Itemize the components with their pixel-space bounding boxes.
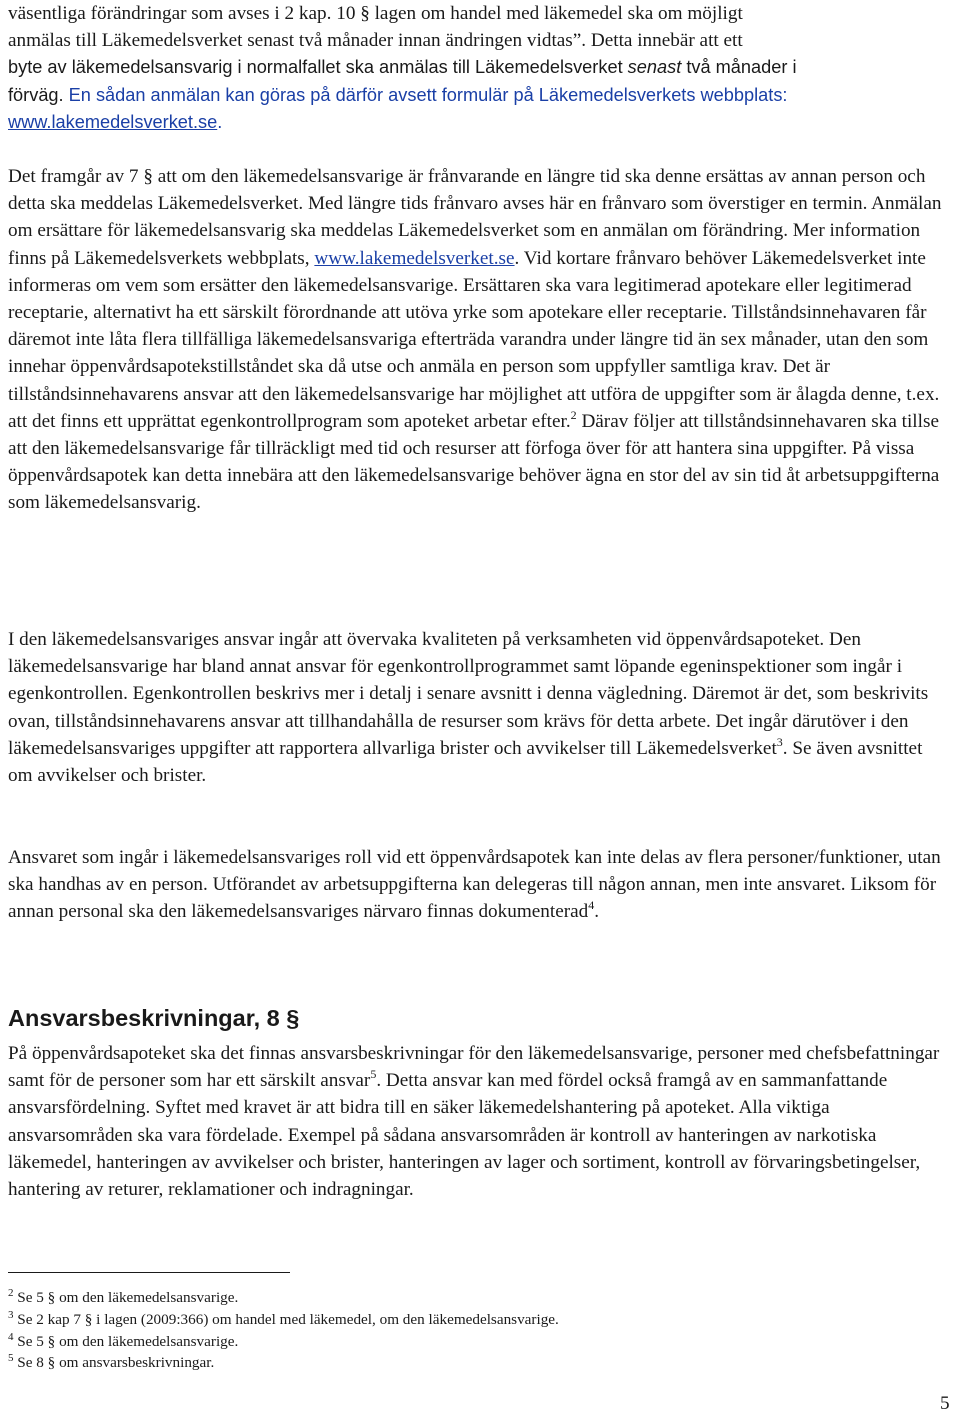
footnote-ref[interactable]: 5 [370,1067,377,1082]
paragraph-ersattare: Det framgår av 7 § att om den läkemedelsansvarige är frånvarande en längre tid ska denne ersättas av annan person och detta ska meddelas Läkemedelsverket. Med längre tids frånvaro avses här en frånvaro som överstiger en termin. Anmälan om ersättare för läkemedelsansvarig ska meddelas Läkemedelsverket som en anmälan om förändring. Mer information finns på Läkemedelsverkets webbplats, www.lakemedelsverket.se. Vid kortare frånvaro behöver Läkemedelsverket inte informeras om vem som ersätter den läkemedelsansvarige. Ersättaren ska vara legitimerad apotekare eller legitimerad receptarie, alternativt ha ett särskilt förordnande att utöva yrke som apotekare eller receptarie. Tillståndsinnehavaren får däremot inte låta flera tillfälliga läkemedelsansvariga efterträda varandra under längre tid än sex månader, utan den som innehar öppenvårdsapotekstillståndet ska då utse och anmäla en person som uppfyller samtliga krav. Det är tillståndsinnehavarens ansvar att den läkemedelsansvarige har möjlighet att utföra de uppgifter som är ålagda denne, t.ex. att det finns ett upprättat egenkontrollprogram som apoteket arbetar efter.$^2$ Därav följer att tillståndsinnehavaren ska tillse att den läkemedelsansvarige får tillräckligt med tid och resurser att förfoga över för att hantera sina uppgifter. På vissa öppenvårdsapotek kan detta innebära att den läkemedelsansvarige behöver ägna en stor del av sin tid åt arbetsuppgifterna som läkemedelsansvarig. [8,166,942,514]
paragraph-anmalan [8,0,948,136]
emphasis-senast: senast [627,57,682,78]
footnote: $^5$ Se 8 § om ansvarsbeskrivningar. [8,1352,215,1372]
text-line: väsentliga förändringar som avses i 2 kap. 10 § lagen om handel med läkemedel ska om möjligt [8,3,743,24]
footnotes [8,1287,948,1374]
text-line: förväg. En sådan anmälan kan göras på därför avsett formulär på Läkemedelsverkets webbplats: [8,84,788,105]
paragraph-ansvarsbeskrivningar: På öppenvårdsapoteket ska det finnas ansvarsbeskrivningar för den läkemedelsansvarige, personer med chefsbefattningar samt för de personer som har ett särskilt ansvar$^5$. Detta ansvar kan med fördel också framgå av en sammanfattande ansvarsfördelning. Syftet med kravet är att bidra till en säker läkemedelshantering på apoteket. Alla viktiga ansvarsområden ska vara fördelade. Exempel på sådana ansvarsområden är kontroll av hanteringen av narkotiska läkemedel, hanteringen av avvikelser och brister, hanteringen av lager och sortiment, kontroll av förvaringsbetingelser, hantering av returer, reklamationer och indragningar. [8,1043,940,1201]
footnote-ref[interactable]: 2 [570,407,577,422]
website-link[interactable]: www.lakemedelsverket.se [8,111,218,132]
text-line: www.lakemedelsverket.se. [8,111,223,132]
paragraph-delegering: Ansvaret som ingår i läkemedelsansvariges roll vid ett öppenvårdsapotek kan inte delas av flera personer/funktioner, utan ska handhas av en person. Utförandet av arbetsuppgifterna kan delegeras till någon annan, men inte ansvaret. Liksom för annan personal ska den läkemedelsansvariges närvaro finnas dokumenterad$^4$. [8,847,941,923]
website-link[interactable]: www.lakemedelsverket.se [314,247,515,269]
page-number: 5 [940,1393,950,1414]
footnote: $^4$ Se 5 § om den läkemedelsansvarige. [8,1330,239,1350]
footnote-ref[interactable]: 3 [776,734,783,749]
footnote-separator [8,1272,290,1273]
footnote-ref[interactable]: 4 [588,898,595,913]
text-line: anmälas till Läkemedelsverket senast två månader innan ändringen vidtas”. Detta innebär att ett [8,30,743,52]
text-line: byte av läkemedelsansvarig i normalfallet ska anmälas till Läkemedelsverket senast två månader i [8,57,797,78]
footnote: $^2$ Se 5 § om den läkemedelsansvarige. [8,1287,239,1306]
section-heading: Ansvarsbeskrivningar, 8 § [8,1005,300,1031]
paragraph-kvalitet: I den läkemedelsansvariges ansvar ingår att övervaka kvaliteten på verksamheten vid öppenvårdsapoteket. Den läkemedelsansvarige har bland annat ansvar för egenkontrollprogrammet samt löpande egeninspektioner som ingår i egenkontrollen. Egenkontrollen beskrivs mer i detalj i senare avsnitt i denna vägledning. Däremot är det, som beskrivits ovan, tillståndsinnehavarens ansvar att tillhandahålla de resurser som krävs för detta arbete. Det ingår därutöver i den läkemedelsansvariges uppgifter att rapportera allvarliga brister och avvikelser till Läkemedelsverket$^3$. Se även avsnittet om avvikelser och brister. [8,629,929,787]
footnote: $^3$ Se 2 kap 7 § i lagen (2009:366) om handel med läkemedel, om den läkemedelsansvarige. [8,1308,559,1328]
